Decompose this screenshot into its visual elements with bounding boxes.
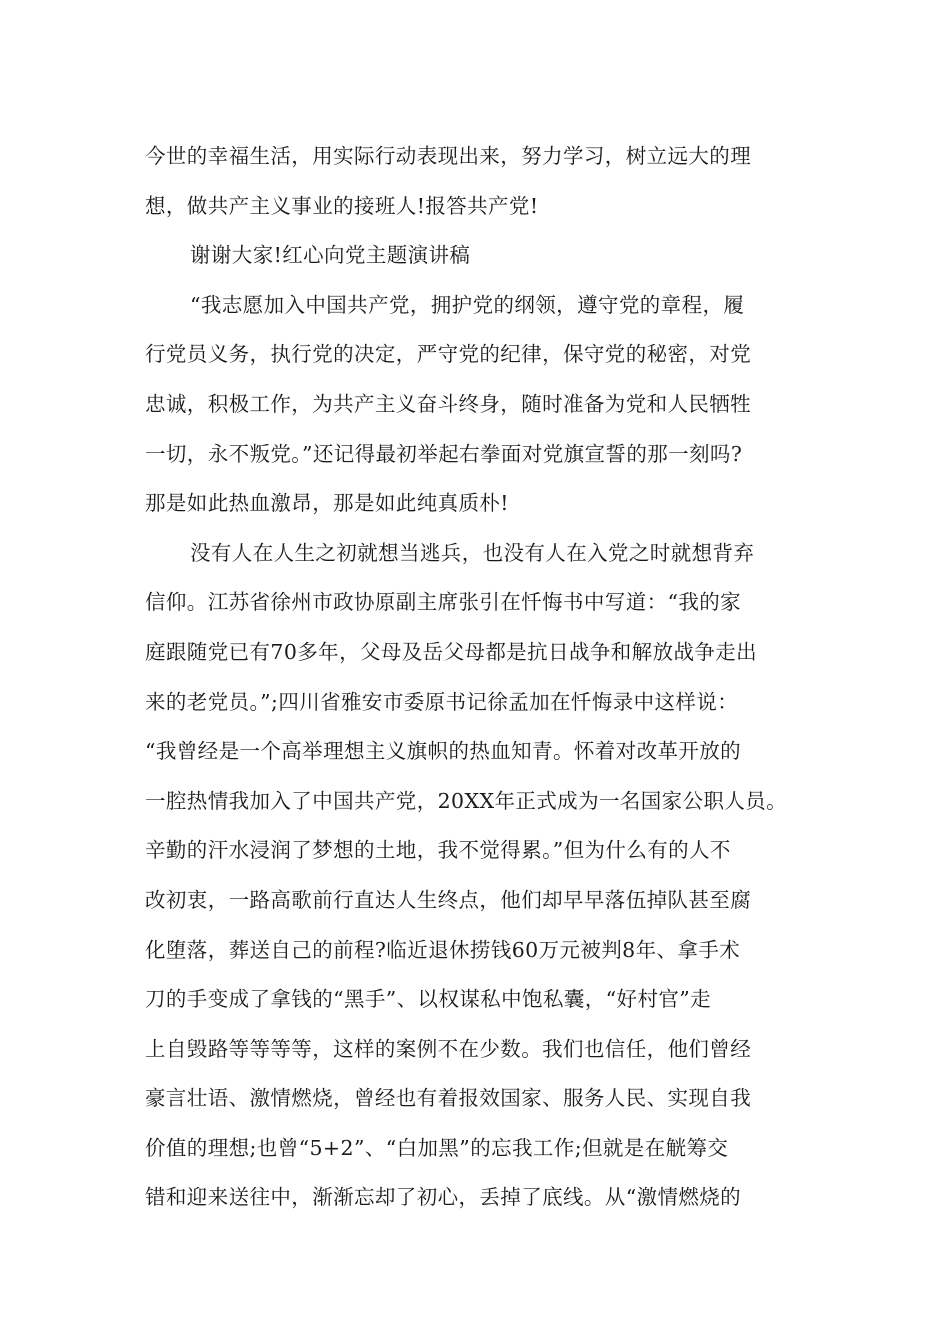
text-line-17: 化堕落，葬送自己的前程?临近退休捞钱60万元被判8年、拿手术	[145, 937, 741, 962]
text-line-3: 谢谢大家!红心向党主题演讲稿	[190, 243, 471, 268]
text-line-1: 今世的幸福生活，用实际行动表现出来，努力学习，树立远大的理	[145, 144, 752, 168]
text-line-14: 一腔热情我加入了中国共产党，20XX年正式成为一名国家公职人员。	[145, 788, 788, 813]
text-line-9: 没有人在人生之初就想当逃兵，也没有人在入党之时就想背弃	[190, 540, 755, 565]
text-line-7: 一切，永不叛党。”还记得最初举起右拳面对党旗宣誓的那一刻吗?	[145, 441, 743, 466]
text-line-16: 改初衷，一路高歌前行直达人生终点，他们却早早落伍掉队甚至腐	[145, 887, 752, 912]
text-line-8: 那是如此热血激昂，那是如此纯真质朴!	[145, 491, 509, 516]
speech-text-body	[145, 132, 815, 1223]
text-line-11: 庭跟随党已有70多年，父母及岳父母都是抗日战争和解放战争走出	[145, 639, 758, 664]
text-line-2: 想，做共产主义事业的接班人!报答共产党!	[145, 193, 539, 218]
text-line-12: 来的老党员。”;四川省雅安市委原书记徐孟加在忏悔录中这样说：	[145, 689, 739, 714]
text-line-4: “我志愿加入中国共产党，拥护党的纲领，遵守党的章程，履	[190, 292, 745, 317]
text-line-20: 豪言壮语、激情燃烧，曾经也有着报效国家、服务人民、实现自我	[145, 1086, 752, 1111]
text-line-22: 错和迎来送往中，渐渐忘却了初心，丢掉了底线。从“激情燃烧的	[145, 1185, 742, 1210]
text-line-5: 行党员义务，执行党的决定，严守党的纪律，保守党的秘密，对党	[145, 342, 752, 367]
text-line-19: 上自毁路等等等等，这样的案例不在少数。我们也信任，他们曾经	[145, 1036, 752, 1061]
text-line-6: 忠诚，积极工作，为共产主义奋斗终身，随时准备为党和人民牺牲	[145, 391, 752, 416]
text-line-10: 信仰。江苏省徐州市政协原副主席张引在忏悔书中写道：“我的家	[145, 590, 742, 615]
text-line-13: “我曾经是一个高举理想主义旗帜的热血知青。怀着对改革开放的	[145, 739, 742, 764]
text-line-15: 辛勤的汗水浸润了梦想的土地，我不觉得累。”但为什么有的人不	[145, 838, 731, 863]
text-line-21: 价值的理想;也曾“5+2”、“白加黑”的忘我工作;但就是在觥筹交	[145, 1135, 729, 1160]
text-line-18: 刀的手变成了拿钱的“黑手”、以权谋私中饱私囊，“好村官”走	[145, 987, 712, 1012]
